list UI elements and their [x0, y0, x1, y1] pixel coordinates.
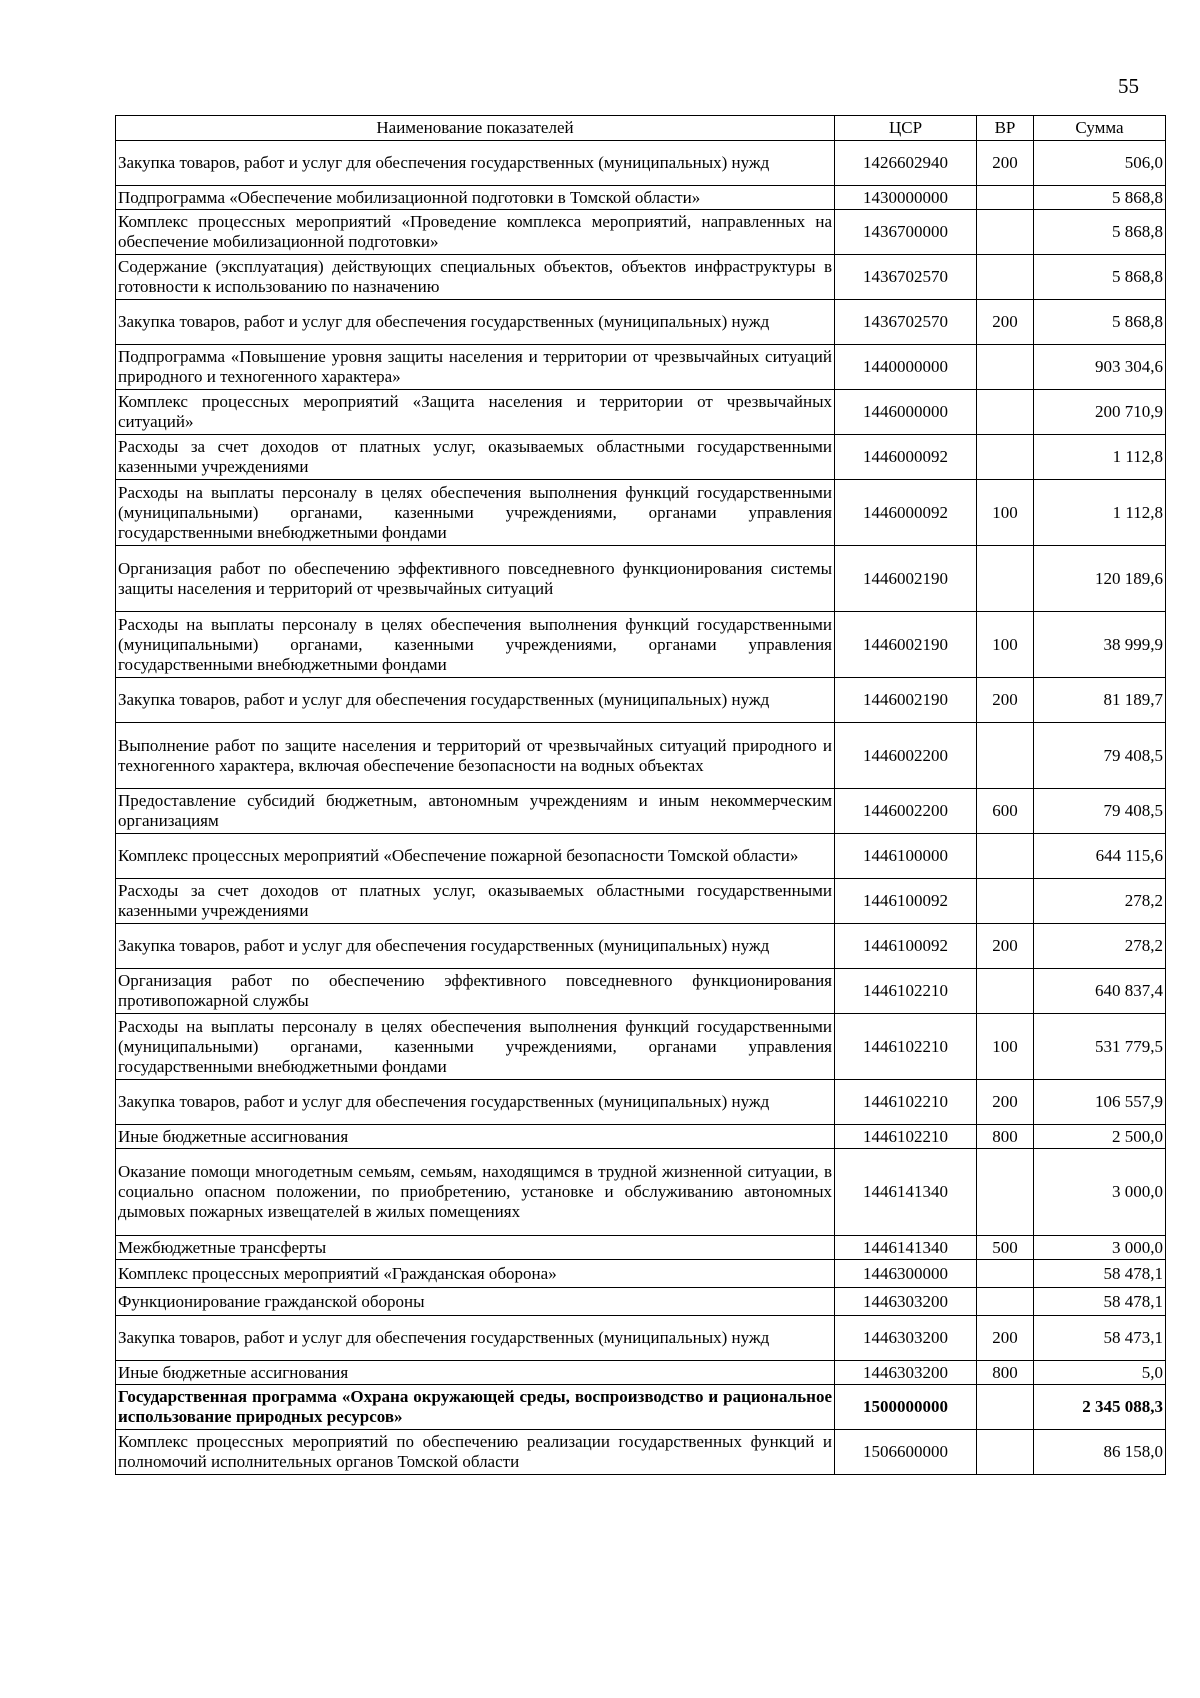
row-vr: 200: [977, 1316, 1034, 1361]
row-code: 1426602940: [835, 141, 977, 186]
row-vr: [977, 435, 1034, 480]
row-name: Закупка товаров, работ и услуг для обеспечения государственных (муниципальных) нужд: [116, 300, 835, 345]
table-row: [116, 1361, 1166, 1385]
row-name: Комплекс процессных мероприятий «Обеспечение пожарной безопасности Томской области»: [116, 834, 835, 879]
row-vr: [977, 1385, 1034, 1430]
row-name: Комплекс процессных мероприятий «Проведение комплекса мероприятий, направленных на обеспечение мобилизационной подготовки»: [116, 210, 835, 255]
row-code: 1500000000: [835, 1385, 977, 1430]
table-row: [116, 723, 1166, 789]
row-sum: 644 115,6: [1034, 834, 1166, 879]
row-name: Расходы на выплаты персоналу в целях обеспечения выполнения функций государственными (муниципальными) органами, казенными учреждениями, органами управления государственными внебюджетными фондами: [116, 612, 835, 678]
table-row: [116, 1125, 1166, 1149]
row-sum: 531 779,5: [1034, 1014, 1166, 1080]
row-sum: 79 408,5: [1034, 789, 1166, 834]
row-code: 1446100000: [835, 834, 977, 879]
row-sum: 2 345 088,3: [1034, 1385, 1166, 1430]
table-row: [116, 1014, 1166, 1080]
row-vr: [977, 879, 1034, 924]
row-name: Закупка товаров, работ и услуг для обеспечения государственных (муниципальных) нужд: [116, 1080, 835, 1125]
row-name: Подпрограмма «Обеспечение мобилизационной подготовки в Томской области»: [116, 186, 835, 210]
table-row: [116, 1080, 1166, 1125]
row-name: Выполнение работ по защите населения и территорий от чрезвычайных ситуаций природного и техногенного характера, включая обеспечение безопасности на водных объектах: [116, 723, 835, 789]
row-code: 1446100092: [835, 879, 977, 924]
table-row: [116, 1288, 1166, 1316]
row-name: Содержание (эксплуатация) действующих специальных объектов, объектов инфраструктуры в готовности к использованию по назначению: [116, 255, 835, 300]
row-vr: 100: [977, 1014, 1034, 1080]
row-name: Расходы за счет доходов от платных услуг, оказываемых областными государственными казенными учреждениями: [116, 879, 835, 924]
row-code: 1446002200: [835, 789, 977, 834]
row-sum: 58 473,1: [1034, 1316, 1166, 1361]
row-sum: 81 189,7: [1034, 678, 1166, 723]
table-row: [116, 255, 1166, 300]
row-code: 1436700000: [835, 210, 977, 255]
row-sum: 278,2: [1034, 924, 1166, 969]
table-row: [116, 1430, 1166, 1475]
row-code: 1446141340: [835, 1149, 977, 1236]
row-vr: 100: [977, 480, 1034, 546]
row-vr: [977, 210, 1034, 255]
row-sum: 38 999,9: [1034, 612, 1166, 678]
table-row: [116, 678, 1166, 723]
table-row: [116, 390, 1166, 435]
row-name: Функционирование гражданской обороны: [116, 1288, 835, 1316]
row-vr: 200: [977, 141, 1034, 186]
row-vr: [977, 345, 1034, 390]
table-row: [116, 1236, 1166, 1260]
row-code: 1440000000: [835, 345, 977, 390]
row-code: 1446303200: [835, 1288, 977, 1316]
table-row: [116, 1260, 1166, 1288]
page-number: 55: [1118, 74, 1139, 98]
row-sum: 3 000,0: [1034, 1149, 1166, 1236]
budget-table: [115, 115, 1166, 1475]
row-vr: [977, 255, 1034, 300]
row-code: 1446102210: [835, 969, 977, 1014]
header-vr: ВР: [977, 116, 1034, 141]
row-vr: [977, 1430, 1034, 1475]
row-code: 1446303200: [835, 1316, 977, 1361]
row-name: Иные бюджетные ассигнования: [116, 1125, 835, 1149]
row-sum: 1 112,8: [1034, 480, 1166, 546]
row-sum: 903 304,6: [1034, 345, 1166, 390]
table-row: [116, 141, 1166, 186]
header-code: ЦСР: [835, 116, 977, 141]
row-sum: 506,0: [1034, 141, 1166, 186]
table-row: [116, 345, 1166, 390]
row-sum: 278,2: [1034, 879, 1166, 924]
row-code: 1446141340: [835, 1236, 977, 1260]
row-name: Предоставление субсидий бюджетным, автономным учреждениям и иным некоммерческим организациям: [116, 789, 835, 834]
row-name: Закупка товаров, работ и услуг для обеспечения государственных (муниципальных) нужд: [116, 141, 835, 186]
row-vr: 100: [977, 612, 1034, 678]
table-row: [116, 834, 1166, 879]
row-name: Государственная программа «Охрана окружающей среды, воспроизводство и рациональное использование природных ресурсов»: [116, 1385, 835, 1430]
row-name: Организация работ по обеспечению эффективного повседневного функционирования противопожарной службы: [116, 969, 835, 1014]
row-code: 1446102210: [835, 1014, 977, 1080]
row-sum: 5 868,8: [1034, 300, 1166, 345]
row-vr: 800: [977, 1125, 1034, 1149]
row-code: 1506600000: [835, 1430, 977, 1475]
row-vr: 200: [977, 1080, 1034, 1125]
row-name: Межбюджетные трансферты: [116, 1236, 835, 1260]
row-sum: 640 837,4: [1034, 969, 1166, 1014]
row-name: Организация работ по обеспечению эффективного повседневного функционирования системы защиты населения и территорий от чрезвычайных ситуаций: [116, 546, 835, 612]
row-sum: 5,0: [1034, 1361, 1166, 1385]
table-row: [116, 969, 1166, 1014]
row-sum: 106 557,9: [1034, 1080, 1166, 1125]
header-name: Наименование показателей: [116, 116, 835, 141]
table-row: [116, 879, 1166, 924]
table-row: [116, 1149, 1166, 1236]
table-row: [116, 924, 1166, 969]
row-vr: [977, 390, 1034, 435]
row-code: 1446300000: [835, 1260, 977, 1288]
table-header-row: [116, 116, 1166, 141]
row-vr: 200: [977, 300, 1034, 345]
header-sum: Сумма: [1034, 116, 1166, 141]
table-row: [116, 480, 1166, 546]
row-code: 1446002190: [835, 678, 977, 723]
row-code: 1430000000: [835, 186, 977, 210]
row-name: Иные бюджетные ассигнования: [116, 1361, 835, 1385]
row-name: Расходы на выплаты персоналу в целях обеспечения выполнения функций государственными (муниципальными) органами, казенными учреждениями, органами управления государственными внебюджетными фондами: [116, 1014, 835, 1080]
row-code: 1446100092: [835, 924, 977, 969]
row-name: Комплекс процессных мероприятий по обеспечению реализации государственных функций и полномочий исполнительных органов Томской области: [116, 1430, 835, 1475]
row-sum: 58 478,1: [1034, 1260, 1166, 1288]
row-code: 1446102210: [835, 1080, 977, 1125]
table-row: [116, 435, 1166, 480]
row-code: 1446000092: [835, 435, 977, 480]
row-name: Комплекс процессных мероприятий «Гражданская оборона»: [116, 1260, 835, 1288]
row-name: Расходы на выплаты персоналу в целях обеспечения выполнения функций государственными (муниципальными) органами, казенными учреждениями, органами управления государственными внебюджетными фондами: [116, 480, 835, 546]
row-vr: [977, 723, 1034, 789]
row-code: 1446000092: [835, 480, 977, 546]
row-code: 1436702570: [835, 300, 977, 345]
row-name: Закупка товаров, работ и услуг для обеспечения государственных (муниципальных) нужд: [116, 1316, 835, 1361]
row-sum: 1 112,8: [1034, 435, 1166, 480]
row-sum: 120 189,6: [1034, 546, 1166, 612]
row-code: 1446102210: [835, 1125, 977, 1149]
row-name: Расходы за счет доходов от платных услуг, оказываемых областными государственными казенными учреждениями: [116, 435, 835, 480]
row-name: Подпрограмма «Повышение уровня защиты населения и территории от чрезвычайных ситуаций природного и техногенного характера»: [116, 345, 835, 390]
row-sum: 3 000,0: [1034, 1236, 1166, 1260]
row-sum: 5 868,8: [1034, 210, 1166, 255]
row-vr: [977, 186, 1034, 210]
row-vr: 200: [977, 924, 1034, 969]
row-sum: 2 500,0: [1034, 1125, 1166, 1149]
row-vr: 600: [977, 789, 1034, 834]
row-vr: [977, 546, 1034, 612]
row-vr: [977, 1260, 1034, 1288]
row-code: 1446002200: [835, 723, 977, 789]
row-sum: 5 868,8: [1034, 255, 1166, 300]
row-code: 1446002190: [835, 546, 977, 612]
row-sum: 200 710,9: [1034, 390, 1166, 435]
row-sum: 86 158,0: [1034, 1430, 1166, 1475]
row-sum: 58 478,1: [1034, 1288, 1166, 1316]
row-code: 1446002190: [835, 612, 977, 678]
table-row: [116, 612, 1166, 678]
row-vr: 500: [977, 1236, 1034, 1260]
row-code: 1446303200: [835, 1361, 977, 1385]
row-name: Закупка товаров, работ и услуг для обеспечения государственных (муниципальных) нужд: [116, 924, 835, 969]
table-row: [116, 546, 1166, 612]
table-body: [116, 141, 1166, 1475]
row-vr: [977, 969, 1034, 1014]
row-name: Комплекс процессных мероприятий «Защита населения и территории от чрезвычайных ситуаций»: [116, 390, 835, 435]
table-row: [116, 789, 1166, 834]
row-sum: 79 408,5: [1034, 723, 1166, 789]
row-vr: 800: [977, 1361, 1034, 1385]
row-sum: 5 868,8: [1034, 186, 1166, 210]
row-vr: 200: [977, 678, 1034, 723]
row-vr: [977, 1149, 1034, 1236]
row-name: Закупка товаров, работ и услуг для обеспечения государственных (муниципальных) нужд: [116, 678, 835, 723]
row-name: Оказание помощи многодетным семьям, семьям, находящимся в трудной жизненной ситуации, в социально опасном положении, по приобретению, установке и обслуживанию автономных дымовых пожарных извещателей в жилых помещениях: [116, 1149, 835, 1236]
table-row: [116, 1385, 1166, 1430]
row-vr: [977, 834, 1034, 879]
table-row: [116, 186, 1166, 210]
row-code: 1436702570: [835, 255, 977, 300]
table-row: [116, 210, 1166, 255]
table-row: [116, 300, 1166, 345]
row-vr: [977, 1288, 1034, 1316]
table-row: [116, 1316, 1166, 1361]
row-code: 1446000000: [835, 390, 977, 435]
